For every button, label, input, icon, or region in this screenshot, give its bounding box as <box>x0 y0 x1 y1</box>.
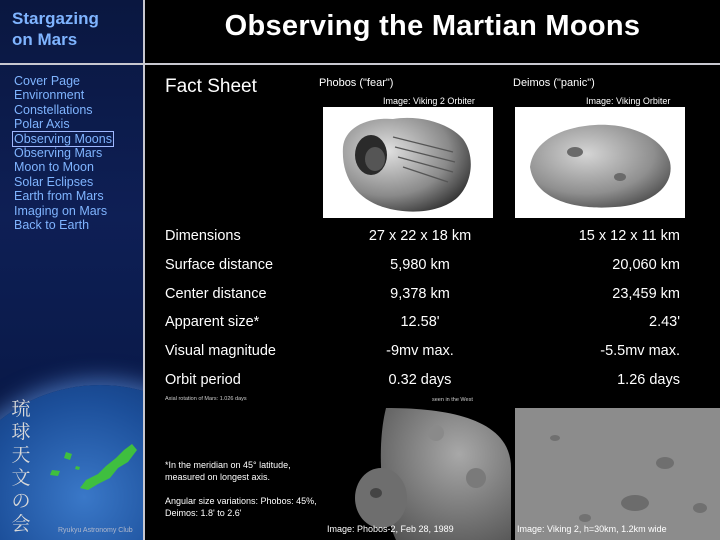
nav-link-earth-from-mars[interactable]: Earth from Mars <box>14 189 104 204</box>
title-divider <box>143 63 720 65</box>
fact-row-label: Surface distance <box>165 257 274 273</box>
nav-link-imaging-on-mars[interactable]: Imaging on Mars <box>14 203 108 218</box>
phobos-value: -9mv max. <box>386 343 454 359</box>
nav-link-back-to-earth[interactable]: Back to Earth <box>14 218 90 233</box>
axial-rotation-note: Axial rotation of Mars: 1.026 days <box>165 396 247 402</box>
deimos-value: -5.5mv max. <box>600 343 680 359</box>
phobos-name: Phobos ("fear") <box>319 77 394 89</box>
deimos-value: 1.26 days <box>617 372 680 388</box>
fact-row-label: Center distance <box>165 286 267 302</box>
nav-link-solar-eclipses[interactable]: Solar Eclipses <box>14 174 94 189</box>
nav-link-polar-axis[interactable]: Polar Axis <box>14 117 70 132</box>
club-name: Ryukyu Astronomy Club <box>58 527 133 534</box>
sidebar-divider <box>143 0 145 540</box>
fact-row-label: Dimensions <box>165 228 241 244</box>
deimos-value: 23,459 km <box>612 286 680 302</box>
deimos-photo <box>515 107 685 218</box>
fact-row-label: Orbit period <box>165 372 241 388</box>
sidebar <box>0 0 143 540</box>
nav-link-moon-to-moon[interactable]: Moon to Moon <box>14 160 94 175</box>
phobos-value: 12.58' <box>400 314 440 330</box>
fact-row-label: Visual magnitude <box>165 343 276 359</box>
nav-link-environment[interactable]: Environment <box>14 88 85 103</box>
phobos-photo <box>323 107 493 218</box>
deimos-surface-photo <box>515 408 720 540</box>
site-title-line1[interactable]: Stargazing <box>12 9 99 28</box>
fact-row-label: Apparent size* <box>165 314 260 330</box>
seen-in-west-note: seen in the West <box>432 397 473 403</box>
nav-link-observing-mars[interactable]: Observing Mars <box>14 146 103 161</box>
phobos-over-mars-caption: Image: Phobos-2, Feb 28, 1989 <box>327 524 454 534</box>
phobos-value: 5,980 km <box>390 257 450 273</box>
nav-link-constellations[interactable]: Constellations <box>14 102 93 117</box>
angular-size-footnote: Angular size variations: Phobos: 45%, Deimos: 1.8' to 2.6' <box>165 496 317 518</box>
sidebar-title-divider <box>0 63 143 65</box>
nav-link-observing-moons[interactable]: Observing Moons <box>14 131 112 146</box>
sidebar-nav <box>13 74 113 232</box>
phobos-value: 27 x 22 x 18 km <box>368 228 472 244</box>
phobos-value: 9,378 km <box>390 286 450 302</box>
fact-sheet-heading: Fact Sheet <box>165 76 257 97</box>
site-title[interactable] <box>12 8 137 50</box>
phobos-image-credit: Image: Viking 2 Orbiter <box>383 96 475 106</box>
page-title: Observing the Martian Moons <box>224 10 641 42</box>
okinawa-islands-image <box>40 440 140 510</box>
phobos-value: 0.32 days <box>388 372 452 388</box>
deimos-name: Deimos ("panic") <box>513 77 595 89</box>
deimos-surface-caption: Image: Viking 2, h=30km, 1.2km wide <box>517 524 667 534</box>
deimos-value: 20,060 km <box>612 257 680 273</box>
deimos-image-credit: Image: Viking Orbiter <box>586 96 671 106</box>
club-logo-kanji: 琉球天文の会 <box>11 398 31 535</box>
deimos-value: 15 x 12 x 11 km <box>578 228 680 244</box>
site-title-line2[interactable]: on Mars <box>12 30 78 49</box>
meridian-footnote: *In the meridian on 45° latitude, measured on longest axis. <box>165 460 291 482</box>
phobos-over-mars-photo <box>326 408 511 540</box>
deimos-value: 2.43' <box>649 314 680 330</box>
nav-link-cover-page[interactable]: Cover Page <box>14 74 81 88</box>
